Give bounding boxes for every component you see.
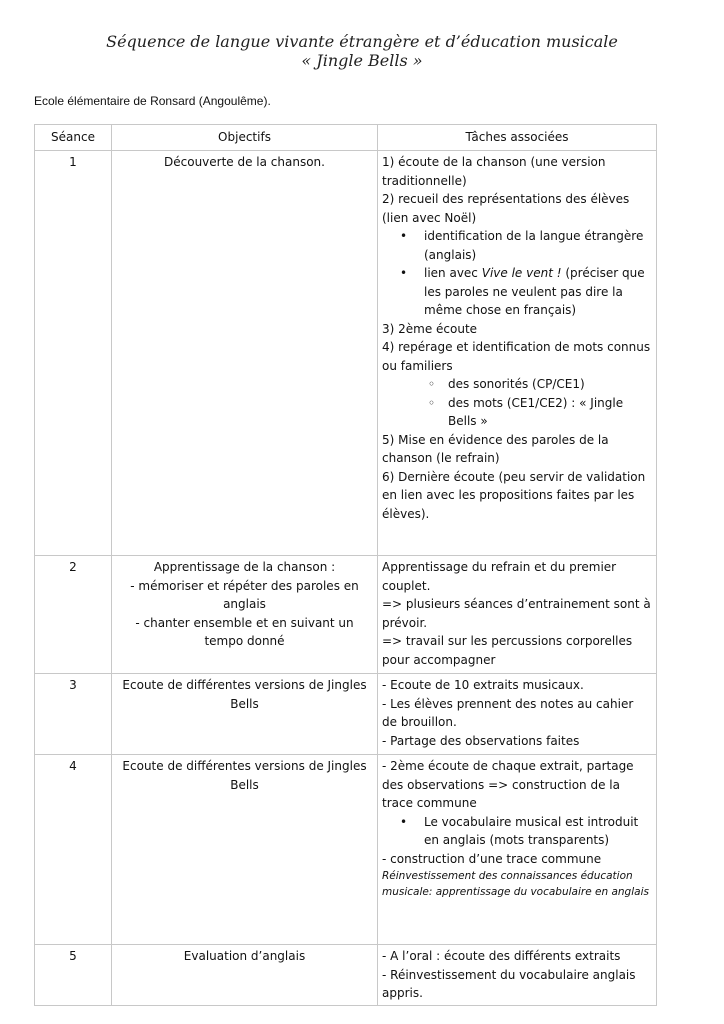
seance-number: 5 xyxy=(35,945,112,1006)
objectives-cell xyxy=(112,151,378,556)
task-subbullet: ◦ des mots (CE1/CE2) : « Jingle Bells » xyxy=(382,394,652,431)
objective-text: Ecoute de différentes versions de Jingles Bells xyxy=(122,759,367,792)
tasks-cell xyxy=(378,755,657,945)
task-item: => plusieurs séances d’entrainement sont à prévoir. xyxy=(382,597,651,630)
task-item: - Réinvestissement du vocabulaire anglais appris. xyxy=(382,967,636,1000)
table-row xyxy=(35,674,657,755)
song-title-italic: Vive le vent ! xyxy=(481,266,562,280)
task-item: - construction d’une trace commune xyxy=(382,851,602,866)
task-item: 1) écoute de la chanson (une version traditionnelle) xyxy=(382,155,606,188)
task-item: 5) Mise en évidence des paroles de la chanson (le refrain) xyxy=(382,432,609,465)
task-item: - A l’oral : écoute des différents extraits xyxy=(382,949,621,963)
task-bullet xyxy=(382,264,652,320)
header-seance: Séance xyxy=(35,125,112,151)
objectives-cell xyxy=(112,674,378,755)
header-taches: Tâches associées xyxy=(378,125,657,151)
task-item: - Les élèves prennent des notes au cahier de brouillon. xyxy=(382,696,634,729)
seance-number: 4 xyxy=(35,755,112,945)
task-item: - Partage des observations faites xyxy=(382,733,580,748)
header-objectifs: Objectifs xyxy=(112,125,378,151)
table-row xyxy=(35,556,657,674)
objective-text: Ecoute de différentes versions de Jingles Bells xyxy=(122,678,367,711)
objective-text: Découverte de la chanson. xyxy=(164,155,325,169)
objectives-cell xyxy=(112,556,378,674)
table-row xyxy=(35,945,657,1006)
task-note-italic: Réinvestissement des connaissances éducation musicale: apprentissage du vocabulaire en anglais xyxy=(382,870,649,898)
task-bullet: • Le vocabulaire musical est introduit en anglais (mots transparents) xyxy=(382,813,652,850)
task-item: => travail sur les percussions corporelles pour accompagner xyxy=(382,634,633,667)
task-item: 2) recueil des représentations des élèves (lien avec Noël) xyxy=(382,192,630,225)
tasks-cell xyxy=(378,674,657,755)
task-bullet: • identification de la langue étrangère (anglais) xyxy=(382,227,652,264)
objective-text: Apprentissage de la chanson : xyxy=(153,560,336,574)
task-item: - 2ème écoute de chaque extrait, partage des observations => construction de la trace commune xyxy=(382,759,634,810)
table-row xyxy=(35,755,657,945)
table-header-row xyxy=(35,125,657,151)
sequence-table xyxy=(34,124,657,1006)
objectives-cell xyxy=(112,755,378,945)
objective-text: Evaluation d’anglais xyxy=(183,949,306,963)
seance-number: 1 xyxy=(35,151,112,556)
task-subbullet: ◦ des sonorités (CP/CE1) xyxy=(382,375,652,394)
school-name: Ecole élémentaire de Ronsard (Angoulême). xyxy=(34,94,271,108)
task-item: 3) 2ème écoute xyxy=(382,321,478,336)
seance-number: 2 xyxy=(35,556,112,674)
tasks-cell xyxy=(378,151,657,556)
task-item: - Ecoute de 10 extraits musicaux. xyxy=(382,678,584,692)
task-item: Apprentissage du refrain et du premier couplet. xyxy=(382,560,617,593)
title-line-1: Séquence de langue vivante étrangère et d’éducation musicale xyxy=(106,32,618,51)
objective-text: - chanter ensemble et en suivant un tempo donné xyxy=(135,615,354,648)
tasks-cell xyxy=(378,556,657,674)
objective-text: - mémoriser et répéter des paroles en anglais xyxy=(130,578,359,611)
task-text: lien avec xyxy=(424,266,482,280)
task-text: (préciser que les paroles ne veulent pas dire la même chose en français) xyxy=(424,266,645,317)
table-row xyxy=(35,151,657,556)
task-item: 6) Dernière écoute (peu servir de validation en lien avec les propositions faites par les élèves). xyxy=(382,469,646,521)
document-title xyxy=(0,32,724,70)
task-item: 4) repérage et identification de mots connus ou familiers xyxy=(382,340,651,373)
seance-number: 3 xyxy=(35,674,112,755)
tasks-cell xyxy=(378,945,657,1006)
title-line-2: « Jingle Bells » xyxy=(301,51,423,70)
objectives-cell xyxy=(112,945,378,1006)
